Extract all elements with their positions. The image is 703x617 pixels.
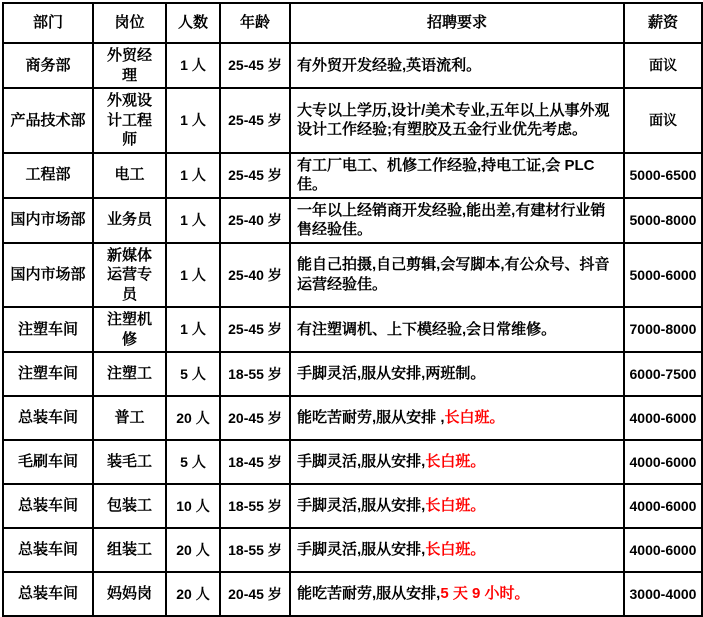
cell-headcount: 20 人 — [166, 528, 220, 572]
cell-position: 注塑机修 — [93, 307, 166, 352]
cell-salary: 4000-6000 — [624, 484, 702, 528]
cell-salary: 5000-6500 — [624, 153, 702, 198]
table-row — [3, 153, 702, 198]
requirement-text: 手脚灵活,服从安排, — [297, 541, 426, 559]
cell-headcount: 5 人 — [166, 440, 220, 484]
recruitment-table — [2, 2, 703, 617]
cell-salary: 面议 — [624, 88, 702, 153]
cell-department: 注塑车间 — [3, 307, 93, 352]
cell-headcount: 20 人 — [166, 572, 220, 616]
cell-headcount: 1 人 — [166, 243, 220, 308]
requirement-highlight-text: 长白班。 — [425, 497, 486, 515]
table-row — [3, 352, 702, 396]
table-row — [3, 440, 702, 484]
cell-age: 18-55 岁 — [220, 352, 290, 396]
requirement-text: 手脚灵活,服从安排, — [297, 497, 426, 515]
cell-position: 外贸经理 — [93, 43, 166, 88]
table-row — [3, 243, 702, 308]
requirement-highlight-text: 长白班。 — [425, 541, 486, 559]
cell-department: 总装车间 — [3, 572, 93, 616]
header-row — [3, 3, 702, 43]
header-salary: 薪资 — [624, 3, 702, 43]
cell-salary: 4000-6000 — [624, 528, 702, 572]
requirement-text: 能吃苦耐劳,服从安排, — [297, 585, 441, 603]
header-age: 年龄 — [220, 3, 290, 43]
cell-requirements — [290, 153, 624, 198]
cell-requirements — [290, 440, 624, 484]
cell-position: 妈妈岗 — [93, 572, 166, 616]
requirement-text: 手脚灵活,服从安排, — [297, 453, 426, 471]
cell-age: 18-55 岁 — [220, 484, 290, 528]
requirement-text: 有外贸开发经验,英语流利。 — [297, 56, 482, 74]
cell-department: 总装车间 — [3, 528, 93, 572]
cell-salary: 5000-8000 — [624, 198, 702, 243]
cell-position: 业务员 — [93, 198, 166, 243]
requirement-text: 有工厂电工、机修工作经验,持电工证,会 PLC 佳。 — [297, 156, 595, 193]
header-requirements: 招聘要求 — [290, 3, 624, 43]
cell-salary: 7000-8000 — [624, 307, 702, 352]
cell-position: 普工 — [93, 396, 166, 440]
cell-age: 25-45 岁 — [220, 88, 290, 153]
cell-department: 国内市场部 — [3, 198, 93, 243]
cell-position: 电工 — [93, 153, 166, 198]
table-body — [3, 43, 702, 616]
cell-requirements — [290, 484, 624, 528]
cell-requirements — [290, 396, 624, 440]
cell-salary: 3000-4000 — [624, 572, 702, 616]
cell-age: 25-45 岁 — [220, 307, 290, 352]
cell-age: 20-45 岁 — [220, 572, 290, 616]
requirement-text: 一年以上经销商开发经验,能出差,有建材行业销售经验佳。 — [297, 201, 606, 238]
cell-headcount: 10 人 — [166, 484, 220, 528]
cell-requirements — [290, 528, 624, 572]
cell-headcount: 20 人 — [166, 396, 220, 440]
cell-salary: 面议 — [624, 43, 702, 88]
cell-department: 产品技术部 — [3, 88, 93, 153]
table-row — [3, 396, 702, 440]
cell-salary: 4000-6000 — [624, 396, 702, 440]
cell-department: 总装车间 — [3, 484, 93, 528]
cell-requirements — [290, 88, 624, 153]
cell-position: 外观设计工程师 — [93, 88, 166, 153]
requirement-text: 能自己拍摄,自己剪辑,会写脚本,有公众号、抖音运营经验佳。 — [297, 256, 610, 293]
cell-requirements — [290, 243, 624, 308]
cell-department: 毛刷车间 — [3, 440, 93, 484]
cell-headcount: 1 人 — [166, 153, 220, 198]
table-row — [3, 198, 702, 243]
requirement-text: 能吃苦耐劳,服从安排 , — [297, 409, 445, 427]
table-row — [3, 307, 702, 352]
cell-headcount: 1 人 — [166, 88, 220, 153]
cell-position: 组装工 — [93, 528, 166, 572]
cell-requirements — [290, 43, 624, 88]
requirement-text: 有注塑调机、上下模经验,会日常维修。 — [297, 320, 557, 338]
cell-headcount: 1 人 — [166, 198, 220, 243]
cell-requirements — [290, 198, 624, 243]
header-department: 部门 — [3, 3, 93, 43]
cell-salary: 5000-6000 — [624, 243, 702, 308]
cell-department: 工程部 — [3, 153, 93, 198]
cell-headcount: 1 人 — [166, 43, 220, 88]
table-row — [3, 43, 702, 88]
table-row — [3, 528, 702, 572]
cell-requirements — [290, 572, 624, 616]
cell-requirements — [290, 307, 624, 352]
cell-age: 18-45 岁 — [220, 440, 290, 484]
header-headcount: 人数 — [166, 3, 220, 43]
requirement-highlight-text: 长白班。 — [425, 453, 486, 471]
cell-position: 包装工 — [93, 484, 166, 528]
cell-position: 新媒体运营专员 — [93, 243, 166, 308]
cell-age: 25-40 岁 — [220, 243, 290, 308]
requirement-highlight-text: 5 天 9 小时。 — [440, 585, 530, 603]
cell-position: 装毛工 — [93, 440, 166, 484]
table-row — [3, 88, 702, 153]
cell-department: 注塑车间 — [3, 352, 93, 396]
table-row — [3, 572, 702, 616]
cell-salary: 6000-7500 — [624, 352, 702, 396]
cell-age: 20-45 岁 — [220, 396, 290, 440]
cell-age: 18-55 岁 — [220, 528, 290, 572]
header-position: 岗位 — [93, 3, 166, 43]
requirement-highlight-text: 长白班。 — [444, 409, 505, 427]
cell-age: 25-45 岁 — [220, 43, 290, 88]
cell-department: 商务部 — [3, 43, 93, 88]
cell-age: 25-45 岁 — [220, 153, 290, 198]
cell-headcount: 5 人 — [166, 352, 220, 396]
table-row — [3, 484, 702, 528]
cell-requirements — [290, 352, 624, 396]
cell-age: 25-40 岁 — [220, 198, 290, 243]
cell-salary: 4000-6000 — [624, 440, 702, 484]
cell-position: 注塑工 — [93, 352, 166, 396]
requirement-text: 手脚灵活,服从安排,两班制。 — [297, 365, 486, 383]
requirement-text: 大专以上学历,设计/美术专业,五年以上从事外观设计工作经验;有塑胶及五金行业优先考虑。 — [297, 101, 610, 139]
cell-department: 总装车间 — [3, 396, 93, 440]
cell-department: 国内市场部 — [3, 243, 93, 308]
cell-headcount: 1 人 — [166, 307, 220, 352]
